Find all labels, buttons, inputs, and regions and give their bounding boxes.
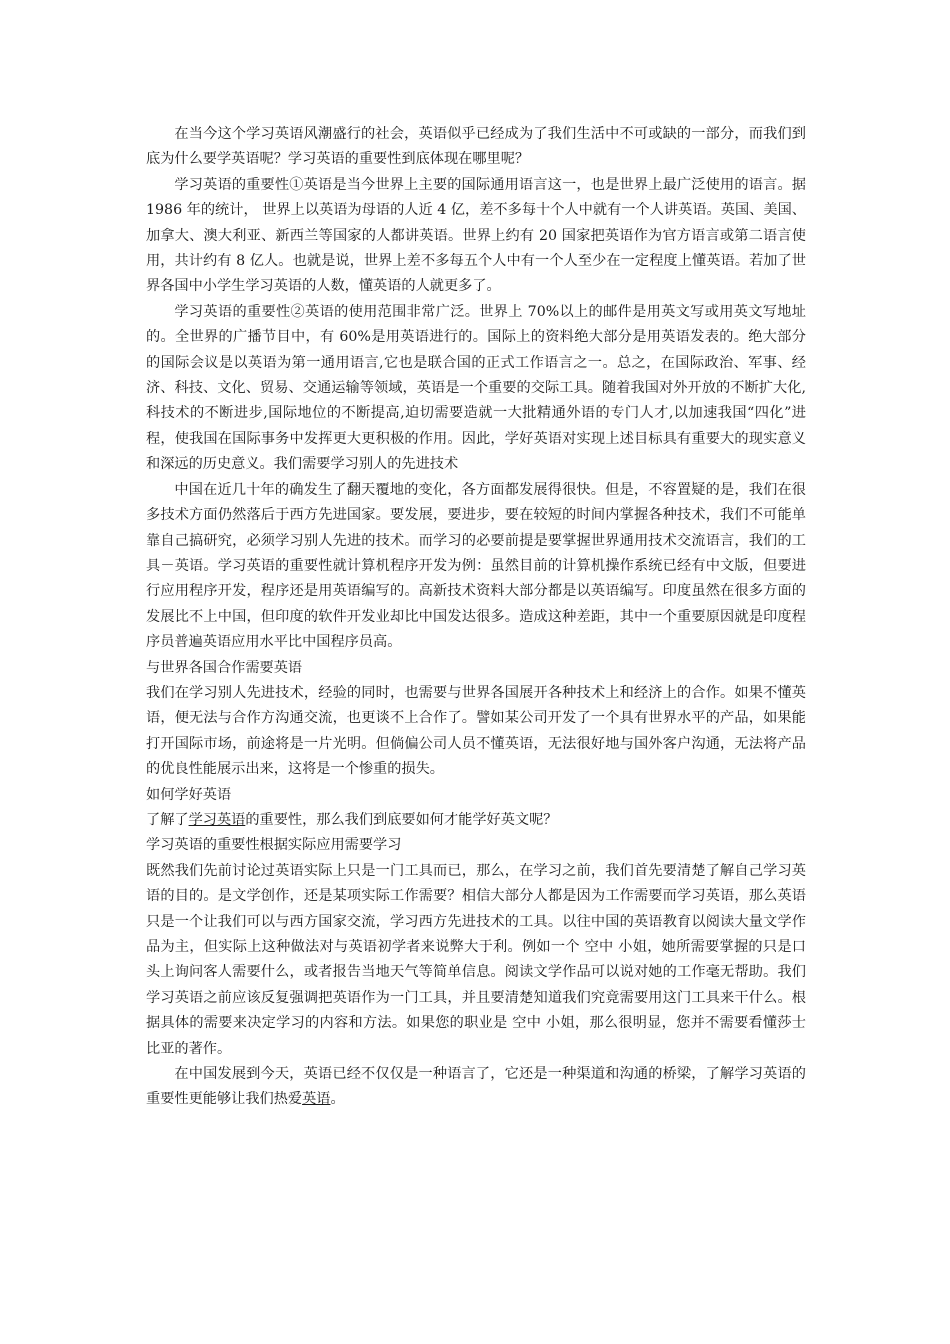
paragraph-practical-needs: 既然我们先前讨论过英语实际上只是一门工具而已，那么，在学习之前，我们首先要清楚了解自己学习英语的目的。是文学创作，还是某项实际工作需要？相信大部分人都是因为工作需要而学习英语，那么英语只是一个让我们可以与西方国家交流，学习西方先进技术的工具。以往中国的英语教育以阅读大量文学作品为主，但实际上这种做法对与英语初学者来说弊大于利。例如一个 空中 小姐，她所需要掌握的只是口头上询问客人需要什么，或者报告当地天气等简单信息。阅读文学作品可以说对她的工作毫无帮助。我们学习英语之前应该反复强调把英语作为一门工具，并且要清楚知道我们究竟需要用这门工具来干什么。根据具体的需要来决定学习的内容和方法。如果您的职业是 空中 小姐，那么很明显，您并不需要看懂莎士比亚的著作。	[146, 862, 806, 1057]
text-after-link: 的重要性，那么我们到底要如何才能学好英文呢？	[245, 811, 558, 828]
link-learn-english[interactable]: 学习英语	[188, 811, 246, 828]
text-before-link: 了解了	[146, 811, 189, 828]
paragraph-conclusion	[146, 1062, 806, 1113]
section-heading-how-to-learn: 如何学好英语	[146, 786, 232, 803]
paragraph-importance-2: 学习英语的重要性②英语的使用范围非常广泛。世界上 70%以上的邮件是用英文写或用英文写地址的。全世界的广播节目中，有 60%是用英语进行的。国际上的资料绝大部分是用英语发表的。绝大部分的国际会议是以英语为第一通用语言,它也是联合国的正式工作语言之一。总之，在国际政治、军事、经济、科技、文化、贸易、交通运输等领域，英语是一个重要的交际工具。随着我国对外开放的不断扩大化,科技术的不断进步,国际地位的不断提高,迫切需要造就一大批精通外语的专门人才,以加速我国“四化”进程，使我国在国际事务中发挥更大更积极的作用。因此，学好英语对实现上述目标具有重要大的现实意义和深远的历史意义。我们需要学习别人的先进技术	[146, 303, 806, 473]
paragraph-technology: 中国在近几十年的确发生了翻天覆地的变化，各方面都发展得很快。但是，不容置疑的是，我们在很多技术方面仍然落后于西方先进国家。要发展，要进步，要在较短的时间内掌握各种技术，我们不可能单靠自己搞研究，必须学习别人先进的技术。而学习的必要前提是要掌握世界通用技术交流语言，我们的工具－英语。学习英语的重要性就计算机程序开发为例：虽然目前的计算机操作系统已经有中文版，但要进行应用程序开发，程序还是用英语编写的。高新技术资料大部分都是以英语编写。印度虽然在很多方面的发展比不上中国，但印度的软件开发业却比中国发达很多。造成这种差距，其中一个重要原因就是印度程序员普遍英语应用水平比中国程序员高。	[146, 481, 806, 651]
paragraph-cooperation: 我们在学习别人先进技术，经验的同时，也需要与世界各国展开各种技术上和经济上的合作。如果不懂英语，便无法与合作方沟通交流，也更谈不上合作了。譬如某公司开发了一个具有世界水平的产品，如果能打开国际市场，前途将是一片光明。但倘偏公司人员不懂英语，无法很好地与国外客户沟通，无法将产品的优良性能展示出来，这将是一个惨重的损失。	[146, 684, 806, 778]
paragraph-how-question	[146, 808, 806, 833]
paragraph-intro: 在当今这个学习英语风潮盛行的社会，英语似乎已经成为了我们生活中不可或缺的一部分，而我们到底为什么要学英语呢？学习英语的重要性到底体现在哪里呢？	[146, 126, 806, 168]
section-heading-cooperation: 与世界各国合作需要英语	[146, 659, 303, 676]
paragraph-importance-1: 学习英语的重要性①英语是当今世界上主要的国际通用语言这一，也是世界上最广泛使用的语言。据 1986 年的统计， 世界上以英语为母语的人近 4 亿，差不多每十个人中就有一个人讲英语。英国、美国、加拿大、澳大利亚、新西兰等国家的人都讲英语。世界上约有 20 国家把英语作为官方语言或第二语言使用，共计约有 8 亿人。也就是说，世界上差不多每五个人中有一个人至少在一定程度上懂英语。若加了世界各国中小学生学习英语的人数，懂英语的人就更多了。	[146, 176, 806, 295]
section-heading-practical-needs: 学习英语的重要性根据实际应用需要学习	[146, 837, 402, 854]
document-body	[146, 122, 806, 1113]
link-english[interactable]: 英语	[302, 1091, 331, 1108]
text-after-link: 。	[330, 1091, 345, 1108]
text-before-link: 在中国发展到今天，英语已经不仅仅是一种语言了，它还是一种渠道和沟通的桥梁，了解学习英语的重要性更能够让我们热爱	[146, 1066, 806, 1108]
